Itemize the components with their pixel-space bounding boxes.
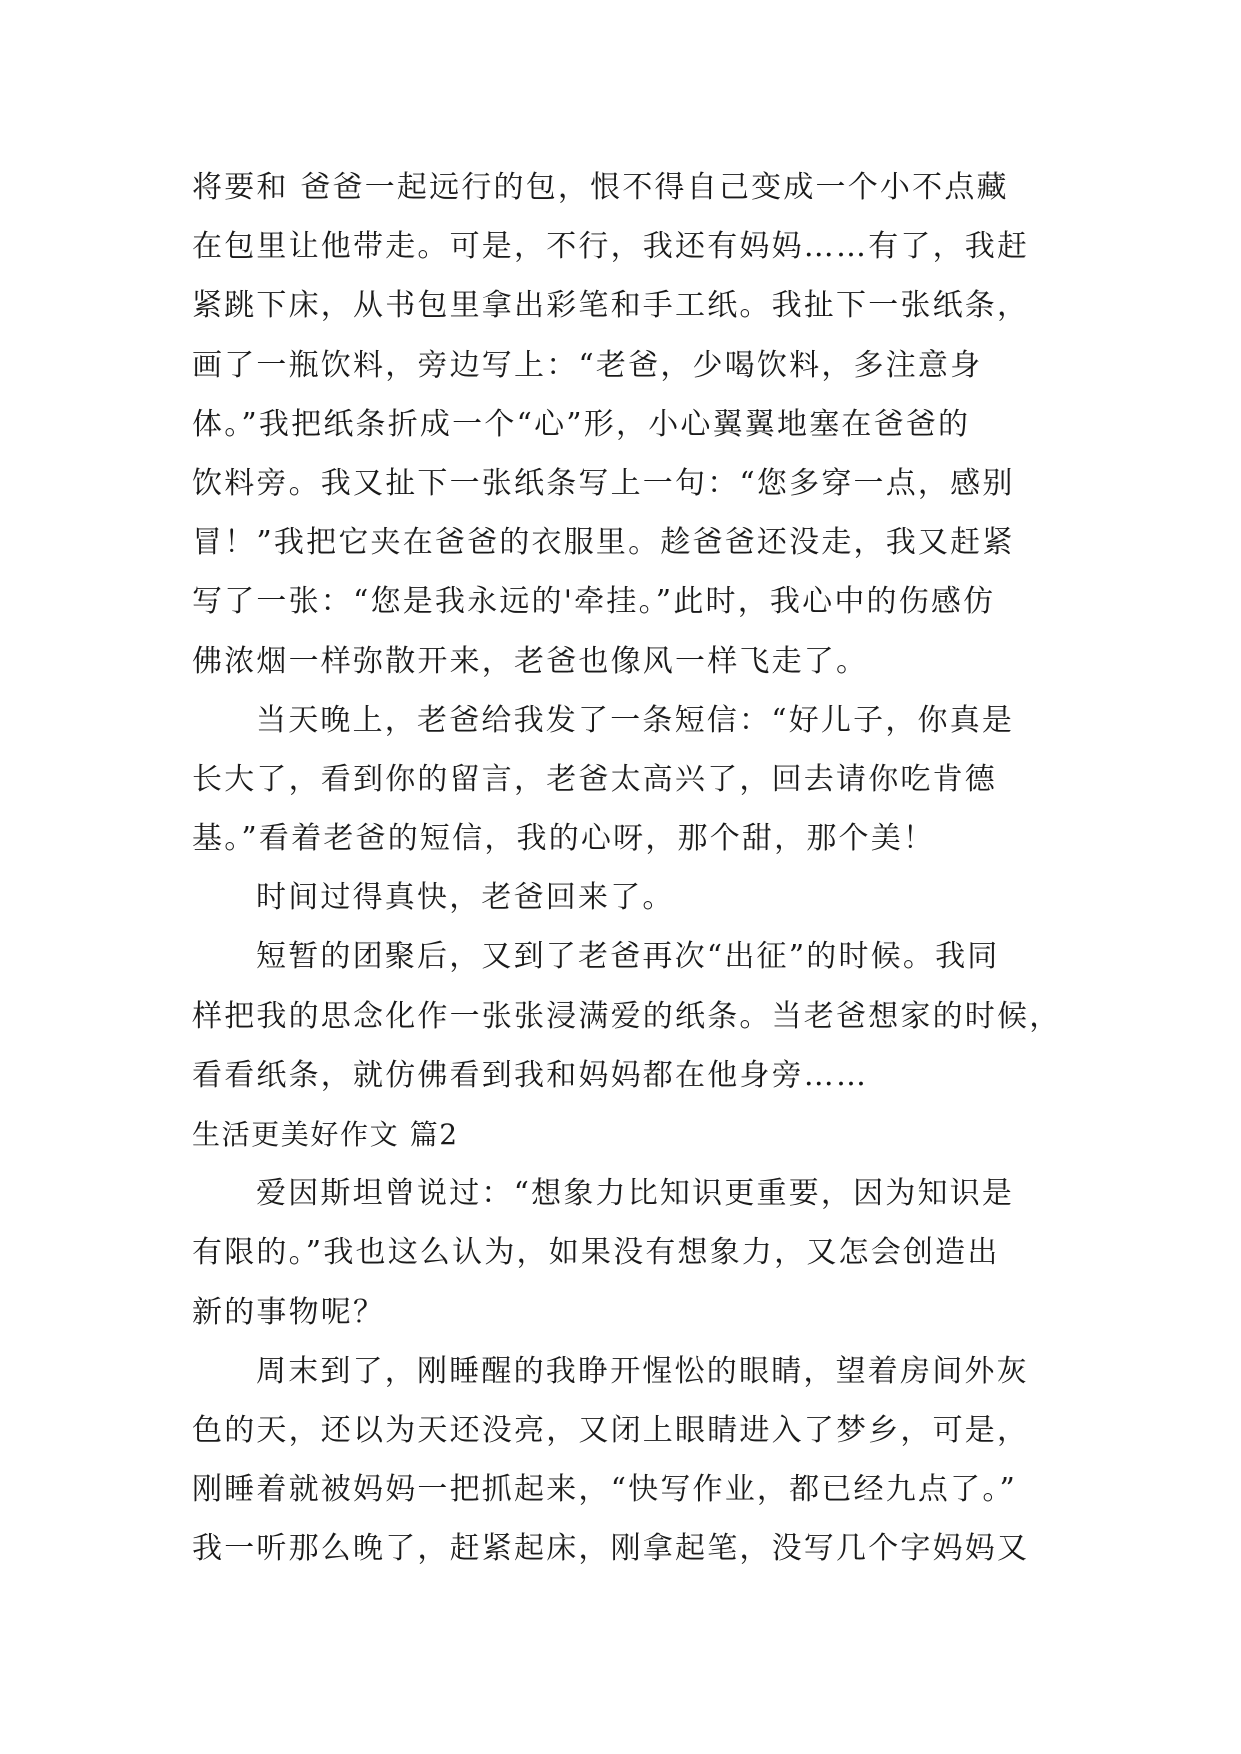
text-line: 佛浓烟一样弥散开来，老爸也像风一样飞走了。: [192, 643, 869, 679]
text-line: 基。”看着老爸的短信，我的心呀，那个甜，那个美！: [192, 821, 936, 857]
text-line: 紧跳下床，从书包里拿出彩笔和手工纸。我扯下一张纸条，: [192, 288, 1030, 324]
text-line: 画了一瓶饮料，旁边写上：“老爸，少喝饮料，多注意身: [192, 347, 983, 383]
text-line: 冒！”我把它夹在爸爸的衣服里。趁爸爸还没走，我又赶紧: [192, 525, 1015, 561]
paragraph-start-line: 时间过得真快，老爸回来了。: [256, 880, 675, 916]
document-body: [192, 158, 1072, 1579]
text-line: 写了一张：“您是我永远的'牵挂。”此时，我心中的伤感仿: [192, 584, 996, 620]
text-line: 看看纸条，就仿佛看到我和妈妈都在他身旁……: [192, 1057, 869, 1093]
text-line: 在包里让他带走。可是，不行，我还有妈妈……有了，我赶: [192, 229, 1030, 265]
paragraph-start-line: 当天晚上，老爸给我发了一条短信：“好儿子，你真是: [256, 702, 1015, 738]
paragraph-start-line: 周末到了，刚睡醒的我睁开惺忪的眼睛，望着房间外灰: [256, 1353, 1029, 1389]
text-line: 有限的。”我也这么认为，如果没有想象力，又怎会创造出: [192, 1235, 1000, 1271]
section-heading: 生活更美好作文 篇2: [192, 1118, 459, 1151]
text-line: 长大了，看到你的留言，老爸太高兴了，回去请你吃肯德: [192, 761, 997, 797]
text-line: 我一听那么晚了，赶紧起床，刚拿起笔，没写几个字妈妈又: [192, 1531, 1030, 1567]
text-line: 刚睡着就被妈妈一把抓起来，“快写作业，都已经九点了。”: [192, 1472, 1018, 1508]
text-line: 饮料旁。我又扯下一张纸条写上一句：“您多穿一点，感别: [192, 465, 1015, 501]
text-line: 将要和 爸爸一起远行的包，恨不得自己变成一个小不点藏: [192, 170, 1009, 205]
text-line: 色的天，还以为天还没亮，又闭上眼睛进入了梦乡，可是，: [192, 1412, 1030, 1448]
text-line: 新的事物呢？: [192, 1294, 386, 1330]
text-line: 样把我的思念化作一张张浸满爱的纸条。当老爸想家的时候，: [192, 998, 1062, 1034]
paragraph-start-line: 爱因斯坦曾说过：“想象力比知识更重要，因为知识是: [256, 1176, 1015, 1212]
paragraph-start-line: 短暂的团聚后，又到了老爸再次“出征”的时候。我同: [256, 939, 1000, 975]
text-line: 体。”我把纸条折成一个“心”形，小心翼翼地塞在爸爸的: [192, 406, 971, 442]
